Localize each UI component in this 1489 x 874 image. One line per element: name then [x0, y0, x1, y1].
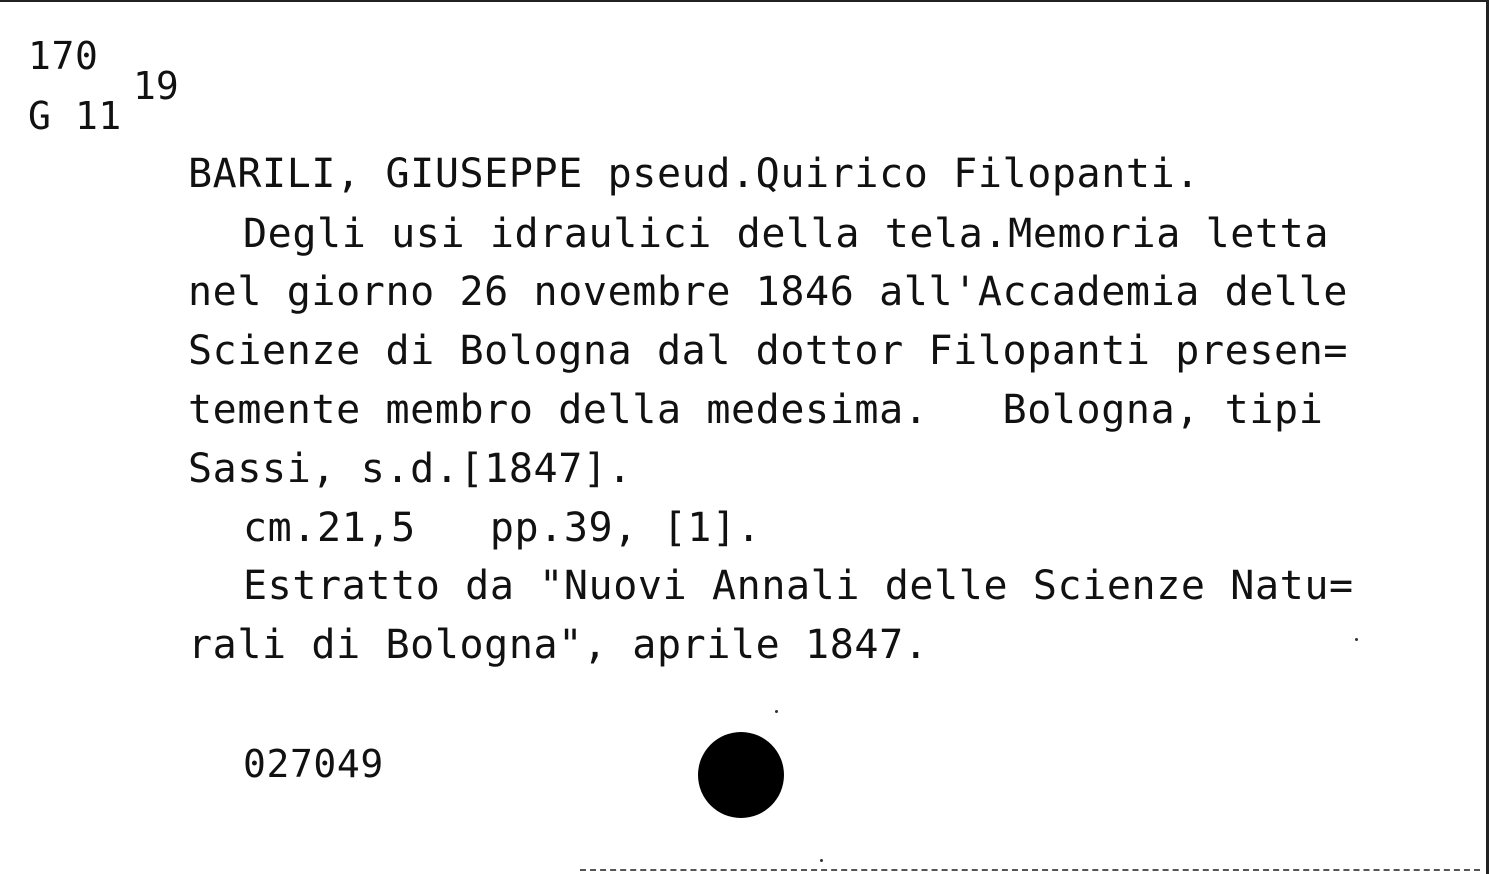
title-line-5: Sassi, s.d.[1847]. [188, 446, 633, 492]
note-line-2: rali di Bologna", aprile 1847. [188, 622, 929, 668]
accession-number: 027049 [243, 742, 384, 786]
scan-speck [820, 859, 823, 862]
title-line-3: Scienze di Bologna dal dottor Filopanti presen= [188, 328, 1349, 374]
note-line-1: Estratto da "Nuovi Annali delle Scienze Natu= [243, 563, 1354, 609]
scan-speck [1355, 638, 1358, 641]
call-number-superscript: 19 [133, 64, 179, 108]
scan-speck [775, 710, 778, 713]
author-heading: BARILI, GIUSEPPE pseud.Quirico Filopanti. [188, 151, 1200, 197]
title-line-2: nel giorno 26 novembre 1846 all'Accademia delle [188, 269, 1349, 315]
collation: cm.21,5 pp.39, [1]. [243, 505, 762, 551]
title-line-4: temente membro della medesima. Bologna, tipi [188, 387, 1324, 433]
title-line-1: Degli usi idraulici della tela.Memoria letta [243, 211, 1330, 257]
call-number-line-1: 170 [28, 34, 99, 78]
call-number-line-2: G 11 [28, 94, 122, 138]
punch-hole [698, 732, 784, 818]
